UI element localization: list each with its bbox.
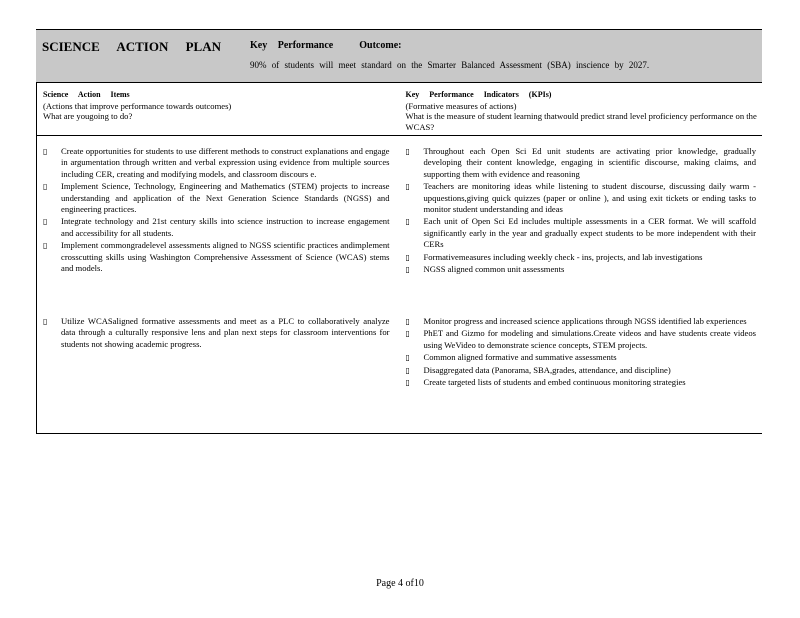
list-item-text: Disaggregated data (Panorama, SBA,grades, attendance, and discipline): [423, 364, 671, 375]
list-item-text: Throughout each Open Sci Ed unit students are activating prior knowledge, gradually developing their content knowledge, engaging in scientific discourse, making claims, and supporting them with evidence and reasoning: [423, 146, 756, 179]
left-sub1: (Actions that improve performance towards outcomes): [43, 100, 232, 111]
bullet-icon: ▯: [405, 317, 410, 326]
list-item-text: Common aligned formative and summative assessments: [423, 352, 617, 363]
left-sub2: What are yougoing to do?: [43, 111, 133, 121]
bullet-icon: ▯: [405, 252, 410, 262]
list-item-text: NGSS aligned common unit assessments: [423, 264, 565, 275]
list-item-text: Create opportunities for students to use different methods to construct explanations and engage in argumentation through written and verbal expression using evidence from multiple sources including CER, creating and modifying models, and classroom discours e.: [61, 146, 390, 179]
bullet-icon: ▯: [405, 353, 410, 363]
list-item-text: Teachers are monitoring ideas while listening to student discourse, discussing daily warm -upquestions,giving quick quizzes (paper or online ), and using exit tickets or ending tasks to monitor student understanding and ideas: [423, 181, 756, 215]
list-item: [43, 240, 390, 274]
bullet-icon: ▯: [43, 241, 48, 251]
section-1-kpis: [406, 146, 757, 275]
action-plan-document: [36, 29, 762, 434]
page-number: Page 4 of10: [376, 578, 424, 589]
list-item: [43, 216, 390, 239]
left-column-header: [37, 83, 400, 135]
list-item-text: Formativemeasures including weekly check - ins, projects, and lab investigations: [423, 251, 703, 262]
list-item-text: Monitor progress and increased science applications through NGSS identified lab experiences: [423, 316, 747, 326]
list-item: [406, 252, 757, 263]
list-item: [43, 181, 390, 215]
list-item: [406, 181, 757, 215]
list-item: [406, 264, 757, 275]
bullet-icon: ▯: [43, 317, 48, 326]
list-item: [406, 377, 757, 388]
right-column-header: [400, 83, 763, 135]
list-item: [406, 328, 757, 351]
kp-label: Key Performance: [250, 40, 334, 51]
section-2: [36, 310, 762, 434]
list-item: [406, 146, 757, 180]
bullet-icon: ▯: [43, 217, 48, 227]
outcome-text: 90% of students will meet standard on the Smarter Balanced Assessment (SBA) inscience by 2027.: [250, 60, 650, 70]
plan-header: [36, 29, 762, 83]
bullet-icon: ▯: [405, 182, 410, 192]
list-item-text: Create targeted lists of students and embed continuous monitoring strategies: [423, 377, 686, 388]
right-heading: Key Performance Indicators (KPIs): [405, 90, 552, 99]
list-item-text: Implement commongradelevel assessments aligned to NGSS scientific practices andimplement crosscutting skills using Washington Comprehensive Assessment of Science (WCAS) stems and models.: [61, 240, 390, 274]
list-item-text: Integrate technology and 21st century skills into science instruction to increase engagement and accessibility for all students.: [61, 216, 390, 238]
list-item: [43, 316, 390, 350]
bullet-icon: ▯: [405, 329, 410, 339]
left-heading: Science Action Items: [43, 90, 130, 99]
key-performance-label: [250, 40, 401, 51]
right-sub1: (Formative measures of actions): [405, 100, 517, 111]
section-1: [36, 136, 762, 310]
right-sub2: What is the measure of student learning thatwould predict strand level proficiency performance on the WCAS?: [405, 111, 757, 132]
list-item: [406, 352, 757, 363]
bullet-icon: ▯: [43, 147, 48, 156]
bullet-icon: ▯: [405, 265, 410, 275]
column-headers: [36, 83, 762, 136]
bullet-icon: ▯: [405, 217, 410, 227]
bullet-icon: ▯: [405, 147, 410, 156]
list-item-text: Implement Science, Technology, Engineering and Mathematics (STEM) projects to increase understanding and application of the Next Generation Science Standards (NGSS) and engineering practices.: [61, 181, 390, 215]
list-item: [43, 146, 390, 180]
list-item: [406, 365, 757, 376]
section-2-kpis: [406, 316, 757, 388]
section-2-action-items: [43, 316, 390, 350]
list-item-text: Each unit of Open Sci Ed includes multiple assessments in a CER format. We will scaffold significantly early in the year and gradually expect students to be more independent with their CERs: [423, 216, 756, 250]
list-item-text: Utilize WCASaligned formative assessments and meet as a PLC to collaboratively analyze data through a culturally responsive lens and plan next steps for classroom interventions for students not showing academic progress.: [61, 316, 390, 349]
section-1-action-items: [43, 146, 390, 274]
bullet-icon: ▯: [405, 365, 410, 375]
outcome-label: Outcome:: [359, 40, 402, 51]
page-title: SCIENCE ACTION PLAN: [42, 39, 221, 54]
list-item-text: PhET and Gizmo for modeling and simulations.Create videos and have students create videos using WeVideo to demonstrate science concepts, STEM projects.: [423, 328, 756, 350]
bullet-icon: ▯: [43, 182, 48, 192]
list-item: [406, 216, 757, 250]
list-item: [406, 316, 757, 327]
bullet-icon: ▯: [405, 378, 410, 388]
